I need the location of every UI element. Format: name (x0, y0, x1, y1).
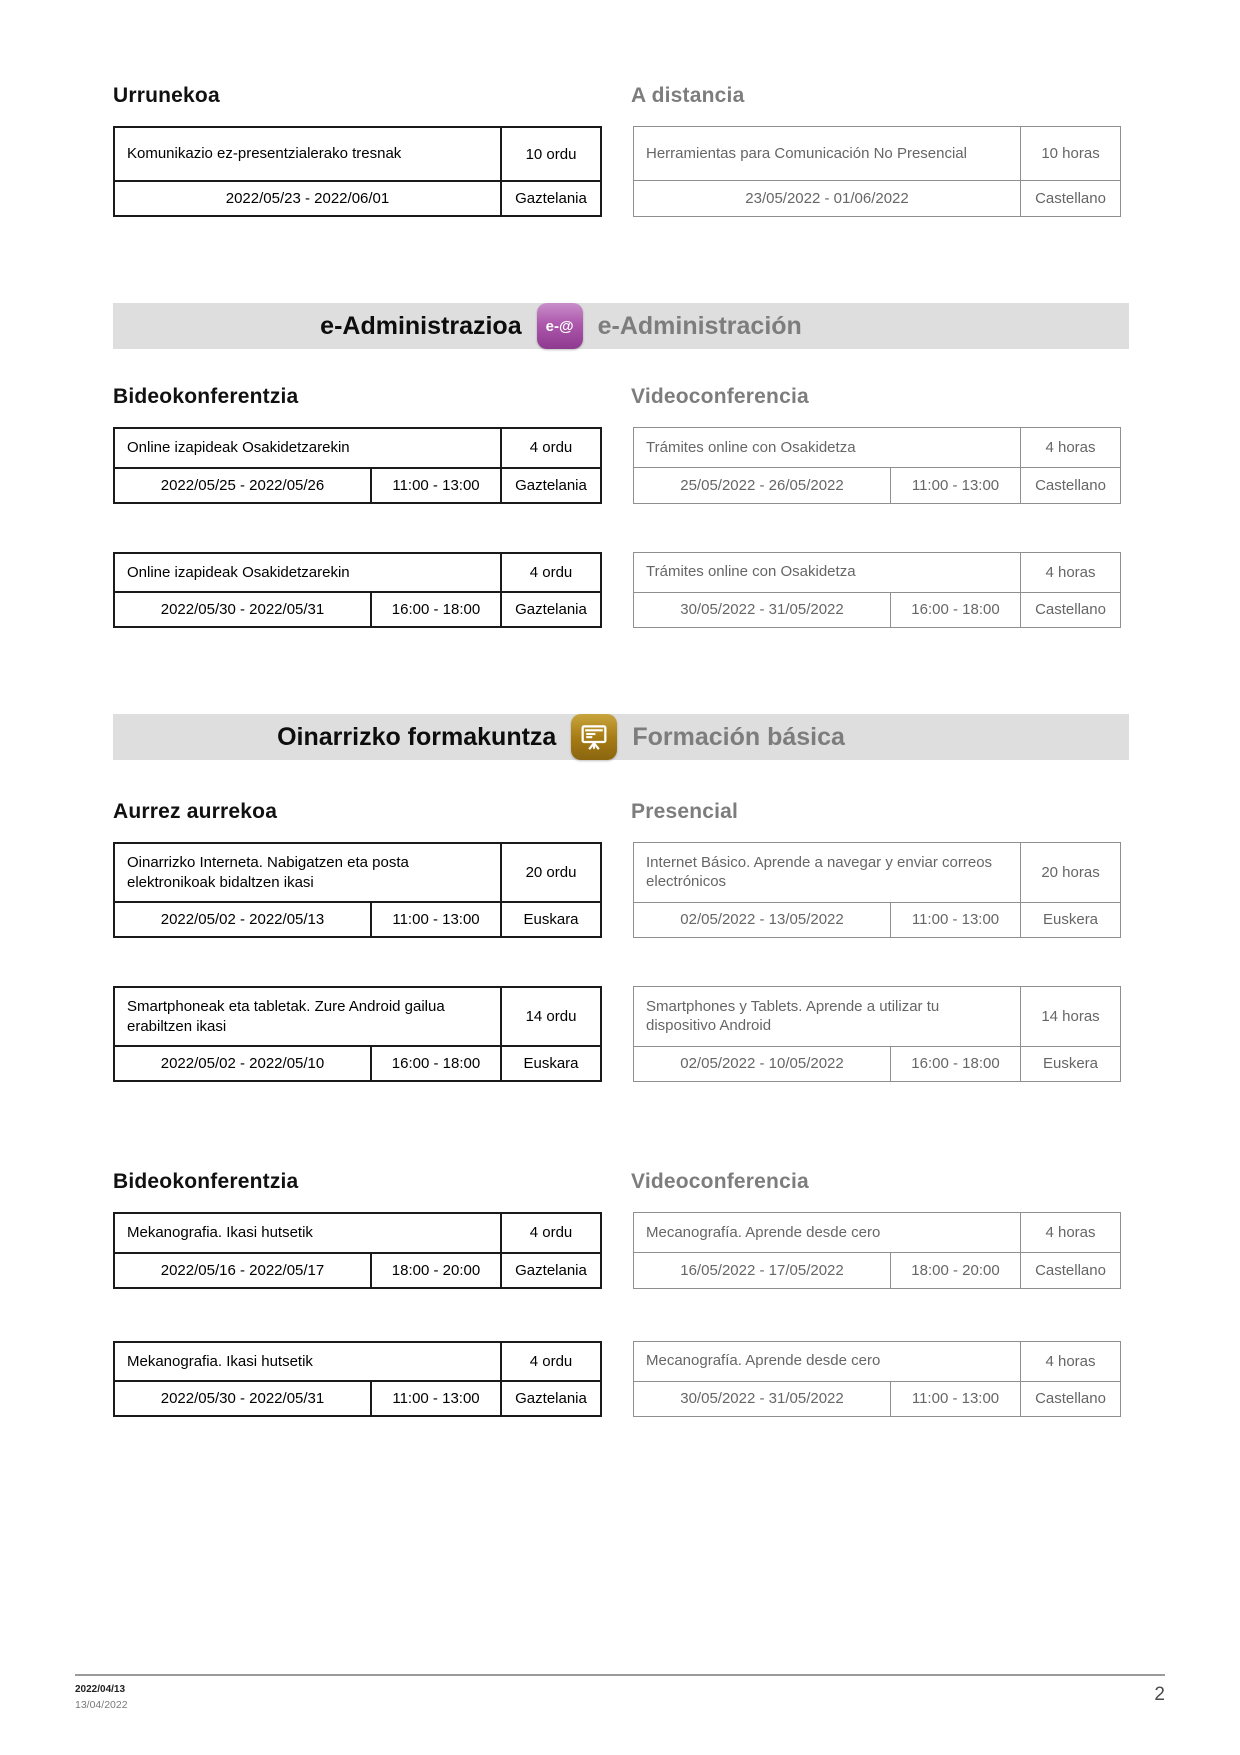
course-title: Herramientas para Comunicación No Presencial (634, 127, 1021, 181)
course-table-spanish (633, 1212, 1121, 1289)
course-time: 11:00 - 13:00 (371, 902, 501, 937)
footer-date-basque: 2022/04/13 (75, 1684, 126, 1695)
heading-bideokonferentzia: Bideokonferentzia (113, 385, 299, 408)
course-language: Castellano (1021, 1253, 1121, 1288)
course-dates: 23/05/2022 - 01/06/2022 (634, 181, 1021, 217)
heading-urrunekoa: Urrunekoa (113, 84, 220, 107)
banner-basic-training (113, 714, 1129, 760)
course-dates: 2022/05/23 - 2022/06/01 (114, 181, 501, 216)
heading-presencial: Presencial (631, 800, 739, 823)
course-time: 11:00 - 13:00 (891, 902, 1021, 937)
course-hours: 4 horas (1021, 1213, 1121, 1253)
training-presentation-icon (571, 714, 617, 760)
page-footer (75, 1674, 1165, 1714)
course-dates: 25/05/2022 - 26/05/2022 (634, 468, 891, 503)
course-dates: 2022/05/30 - 2022/05/31 (114, 1381, 371, 1416)
course-dates: 2022/05/02 - 2022/05/10 (114, 1046, 371, 1081)
course-dates: 2022/05/16 - 2022/05/17 (114, 1253, 371, 1288)
course-hours: 4 horas (1021, 552, 1121, 592)
course-time: 18:00 - 20:00 (371, 1253, 501, 1288)
course-time: 11:00 - 13:00 (891, 1381, 1021, 1416)
course-table-basque (113, 986, 602, 1082)
course-title: Mekanografia. Ikasi hutsetik (114, 1213, 501, 1253)
course-language: Castellano (1021, 468, 1121, 503)
footer-dates (75, 1682, 128, 1714)
course-title: Smartphones y Tablets. Aprende a utilizar tu dispositivo Android (634, 987, 1021, 1047)
course-pair (113, 427, 1240, 504)
course-table-basque (113, 552, 602, 629)
course-language: Gaztelania (501, 181, 601, 216)
course-table-spanish (633, 552, 1121, 629)
course-table-spanish (633, 1341, 1121, 1418)
course-time: 11:00 - 13:00 (371, 1381, 501, 1416)
footer-date-spanish: 13/04/2022 (75, 1699, 128, 1711)
course-language: Gaztelania (501, 592, 601, 627)
course-dates: 2022/05/02 - 2022/05/13 (114, 902, 371, 937)
course-pair (113, 986, 1240, 1082)
course-title: Smartphoneak eta tabletak. Zure Android gailua erabiltzen ikasi (114, 987, 501, 1046)
course-language: Euskara (501, 902, 601, 937)
heading-aurrez-aurrekoa: Aurrez aurrekoa (113, 800, 278, 823)
course-table-spanish (633, 126, 1121, 217)
course-hours: 4 ordu (501, 1342, 601, 1382)
course-hours: 10 ordu (501, 127, 601, 181)
course-dates: 2022/05/25 - 2022/05/26 (114, 468, 371, 503)
course-hours: 20 horas (1021, 843, 1121, 903)
course-title: Internet Básico. Aprende a navegar y enviar correos electrónicos (634, 843, 1021, 903)
course-hours: 4 horas (1021, 1341, 1121, 1381)
section-distance-headings (113, 84, 1240, 126)
course-table-basque (113, 126, 602, 217)
page-number: 2 (1154, 1684, 1165, 1705)
course-dates: 30/05/2022 - 31/05/2022 (634, 592, 891, 627)
course-dates: 2022/05/30 - 2022/05/31 (114, 592, 371, 627)
course-table-basque (113, 842, 602, 938)
course-hours: 4 ordu (501, 1213, 601, 1253)
course-table-basque (113, 1341, 602, 1418)
course-hours: 4 horas (1021, 428, 1121, 468)
course-language: Castellano (1021, 181, 1121, 217)
section-inperson-headings (113, 800, 1240, 842)
course-time: 18:00 - 20:00 (891, 1253, 1021, 1288)
course-title: Trámites online con Osakidetza (634, 428, 1021, 468)
course-title: Trámites online con Osakidetza (634, 552, 1021, 592)
course-hours: 4 ordu (501, 428, 601, 468)
course-dates: 16/05/2022 - 17/05/2022 (634, 1253, 891, 1288)
course-table-basque (113, 1212, 602, 1289)
course-title: Online izapideak Osakidetzarekin (114, 553, 501, 593)
course-pair-distance (113, 126, 1240, 217)
course-table-spanish (633, 986, 1121, 1082)
course-hours: 4 ordu (501, 553, 601, 593)
heading-videoconferencia: Videoconferencia (631, 1170, 809, 1193)
course-language: Euskera (1021, 1046, 1121, 1081)
course-title: Mecanografía. Aprende desde cero (634, 1213, 1021, 1253)
course-language: Gaztelania (501, 1253, 601, 1288)
heading-bideokonferentzia: Bideokonferentzia (113, 1170, 299, 1193)
banner-title-basque: e-Administrazioa (320, 311, 522, 340)
course-title: Online izapideak Osakidetzarekin (114, 428, 501, 468)
course-pair (113, 842, 1240, 938)
course-dates: 30/05/2022 - 31/05/2022 (634, 1381, 891, 1416)
course-title: Oinarrizko Interneta. Nabigatzen eta posta elektronikoak bidaltzen ikasi (114, 843, 501, 902)
course-language: Castellano (1021, 1381, 1121, 1416)
course-time: 11:00 - 13:00 (371, 468, 501, 503)
e-administration-icon: e-@ (537, 303, 583, 349)
course-language: Euskera (1021, 902, 1121, 937)
banner-title-spanish: e-Administración (597, 311, 802, 340)
heading-videoconferencia: Videoconferencia (631, 385, 809, 408)
heading-a-distancia: A distancia (631, 84, 745, 107)
course-hours: 10 horas (1021, 127, 1121, 181)
course-language: Euskara (501, 1046, 601, 1081)
course-time: 16:00 - 18:00 (891, 1046, 1021, 1081)
course-time: 16:00 - 18:00 (891, 592, 1021, 627)
course-table-spanish (633, 427, 1121, 504)
course-pair (113, 1212, 1240, 1289)
section-videoconference-headings (113, 385, 1240, 427)
course-dates: 02/05/2022 - 10/05/2022 (634, 1046, 891, 1081)
course-dates: 02/05/2022 - 13/05/2022 (634, 902, 891, 937)
course-language: Castellano (1021, 592, 1121, 627)
course-title: Mekanografia. Ikasi hutsetik (114, 1342, 501, 1382)
course-language: Gaztelania (501, 468, 601, 503)
course-pair (113, 1341, 1240, 1418)
banner-title-spanish: Formación básica (632, 722, 845, 751)
banner-title-basque: Oinarrizko formakuntza (277, 722, 557, 751)
course-time: 11:00 - 13:00 (891, 468, 1021, 503)
course-table-basque (113, 427, 602, 504)
course-hours: 20 ordu (501, 843, 601, 902)
course-hours: 14 ordu (501, 987, 601, 1046)
course-language: Gaztelania (501, 1381, 601, 1416)
course-time: 16:00 - 18:00 (371, 592, 501, 627)
course-time: 16:00 - 18:00 (371, 1046, 501, 1081)
course-table-spanish (633, 842, 1121, 938)
course-pair (113, 552, 1240, 629)
course-title: Mecanografía. Aprende desde cero (634, 1341, 1021, 1381)
section-videoconference2-headings (113, 1170, 1240, 1212)
footer-divider (75, 1674, 1165, 1676)
course-title: Komunikazio ez-presentzialerako tresnak (114, 127, 501, 181)
banner-e-administration (113, 303, 1129, 349)
course-hours: 14 horas (1021, 987, 1121, 1047)
